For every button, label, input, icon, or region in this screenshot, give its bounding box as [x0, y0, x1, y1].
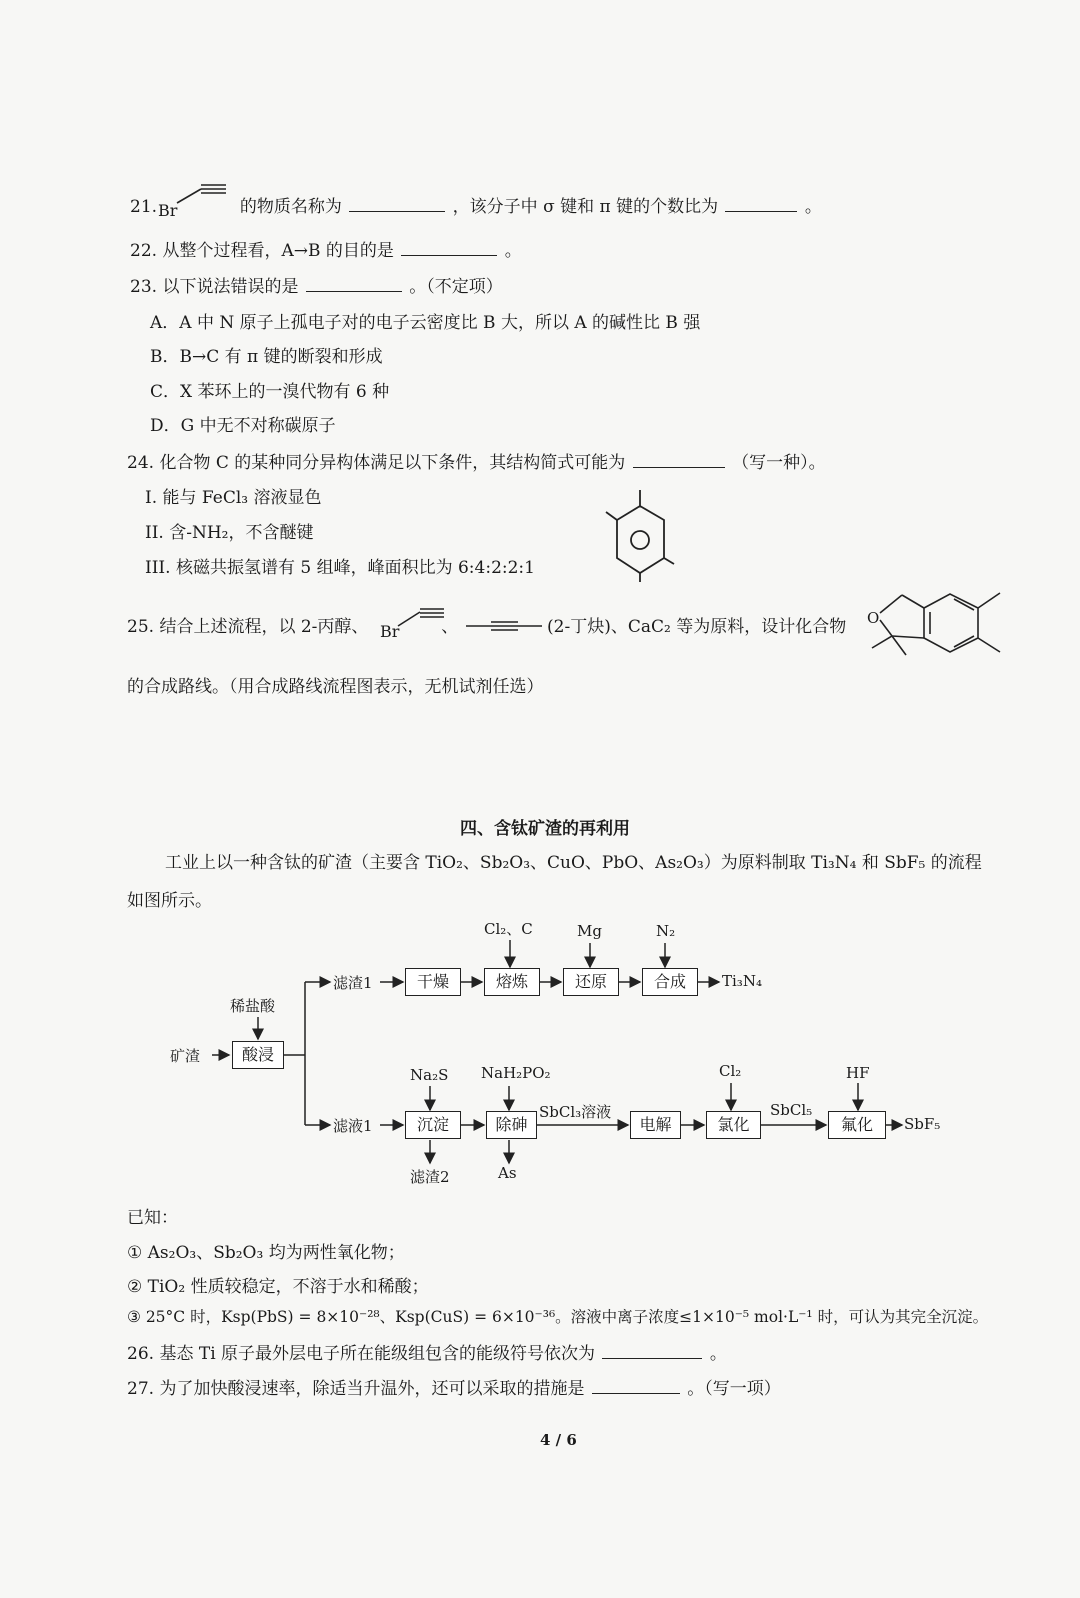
- n2-label: N₂: [656, 922, 676, 940]
- q22-number: 22.: [130, 241, 158, 261]
- q23-text: 以下说法错误的是: [162, 277, 299, 297]
- q26-line: [127, 1339, 727, 1364]
- acid-label: 稀盐酸: [230, 997, 276, 1015]
- known-item-1: ① As₂O₃、Sb₂O₃ 均为两性氧化物；: [127, 1243, 405, 1263]
- chlorinate-box: 氯化: [706, 1111, 761, 1139]
- page-number: 4 / 6: [540, 1431, 577, 1449]
- q21-br-label: Br: [158, 201, 178, 220]
- q21-number: 21.: [130, 197, 158, 217]
- q23-number: 23.: [130, 277, 158, 297]
- as-label: As: [498, 1164, 517, 1182]
- q24-condition-3: III. 核磁共振氢谱有 5 组峰，峰面积比为 6:4:2:2:1: [145, 558, 535, 578]
- known-item-3: ③ 25°C 时，Ksp(PbS) = 8×10⁻²⁸、Ksp(CuS) = 6×10⁻³⁶。溶液中离子浓度≤1×10⁻⁵ mol·L⁻¹ 时，可认为其完全沉淀。: [127, 1308, 989, 1326]
- section-title: 四、含钛矿渣的再利用: [460, 819, 630, 839]
- q25-number: 25.: [127, 617, 155, 637]
- known-item-2: ② TiO₂ 性质较稳定，不溶于水和稀酸；: [127, 1277, 429, 1297]
- residue-1-label: 滤渣1: [333, 974, 373, 992]
- q27-end: 。（写一项）: [687, 1379, 781, 1399]
- q24-text: 化合物 C 的某种同分异构体满足以下条件，其结构简式可能为: [159, 453, 626, 473]
- fluorinate-box: 氟化: [828, 1111, 886, 1139]
- filtrate-1-label: 滤液1: [333, 1117, 373, 1135]
- synth-box: 合成: [642, 968, 698, 996]
- q22-end: 。: [504, 241, 522, 261]
- q26-end: 。: [709, 1344, 727, 1364]
- q24-number: 24.: [127, 453, 155, 473]
- q22-text: 从整个过程看，A→B 的目的是: [162, 241, 394, 261]
- q26-text: 基态 Ti 原子最外层电子所在能级组包含的能级符号依次为: [159, 1344, 596, 1364]
- sbf5-label: SbF₅: [904, 1115, 941, 1133]
- dearsenic-box: 除砷: [486, 1111, 537, 1139]
- ti3n4-label: Ti₃N₄: [722, 972, 762, 990]
- cl2-c-label: Cl₂、C: [484, 920, 533, 938]
- q27-blank[interactable]: [592, 1392, 680, 1394]
- q23-option-a: A．A 中 N 原子上孤电子对的电子云密度比 B 大，所以 A 的碱性比 B 强: [150, 313, 701, 333]
- sbcl3-solution-label: SbCl₃溶液: [539, 1103, 612, 1121]
- q21-text-3: 。: [804, 197, 822, 217]
- q25-line-2: 的合成路线。（用合成路线流程图表示，无机试剂任选）: [127, 677, 544, 697]
- section-intro-1: 工业上以一种含钛的矿渣（主要含 TiO₂、Sb₂O₃、CuO、PbO、As₂O₃）为原料制取 Ti₃N₄ 和 SbF₅ 的流程: [165, 853, 982, 873]
- precip-box: 沉淀: [405, 1111, 461, 1139]
- q24-end: （写一种）。: [732, 453, 826, 473]
- q23-option-b: B．B→C 有 π 键的断裂和形成: [150, 347, 383, 367]
- nah2po2-label: NaH₂PO₂: [481, 1064, 551, 1082]
- q26-blank[interactable]: [602, 1357, 702, 1359]
- q24-condition-1: I. 能与 FeCl₃ 溶液显色: [145, 488, 322, 508]
- q21-text-2: ，该分子中 σ 键和 π 键的个数比为: [452, 197, 719, 217]
- q24-condition-2: II. 含-NH₂，不含醚键: [145, 523, 314, 543]
- electrolysis-box: 电解: [630, 1111, 681, 1139]
- q23-end: 。（不定项）: [409, 277, 503, 297]
- dry-box: 干燥: [405, 968, 461, 996]
- q25-br-label: Br: [380, 622, 400, 641]
- acid-leach-box: 酸浸: [232, 1041, 284, 1069]
- q27-text: 为了加快酸浸速率，除适当升温外，还可以采取的措施是: [159, 1379, 585, 1399]
- q25-oxygen-label: O: [867, 609, 880, 627]
- cl2-label: Cl₂: [719, 1062, 742, 1080]
- q21-text-1: 的物质名称为: [239, 197, 342, 217]
- mg-label: Mg: [577, 922, 602, 940]
- q25-text-1: 结合上述流程，以 2-丙醇、: [159, 617, 369, 637]
- residue-2-label: 滤渣2: [410, 1168, 450, 1186]
- q25-text-3: (2-丁炔)、CaC₂ 等为原料，设计化合物: [547, 617, 847, 637]
- q27-line: [127, 1374, 781, 1399]
- q26-number: 26.: [127, 1344, 155, 1364]
- hf-label: HF: [846, 1064, 870, 1082]
- ore-label: 矿渣: [170, 1047, 201, 1065]
- q25-text-2: 、: [441, 617, 459, 637]
- smelt-box: 熔炼: [484, 968, 540, 996]
- sbcl5-label: SbCl₅: [770, 1101, 813, 1119]
- q23-option-c: C．X 苯环上的一溴代物有 6 种: [150, 382, 390, 402]
- section-intro-2: 如图所示。: [127, 891, 212, 911]
- reduce-box: 还原: [563, 968, 619, 996]
- q23-option-d: D．G 中无不对称碳原子: [150, 416, 336, 436]
- known-title: 已知：: [127, 1208, 178, 1228]
- q27-number: 27.: [127, 1379, 155, 1399]
- na2s-label: Na₂S: [410, 1066, 449, 1084]
